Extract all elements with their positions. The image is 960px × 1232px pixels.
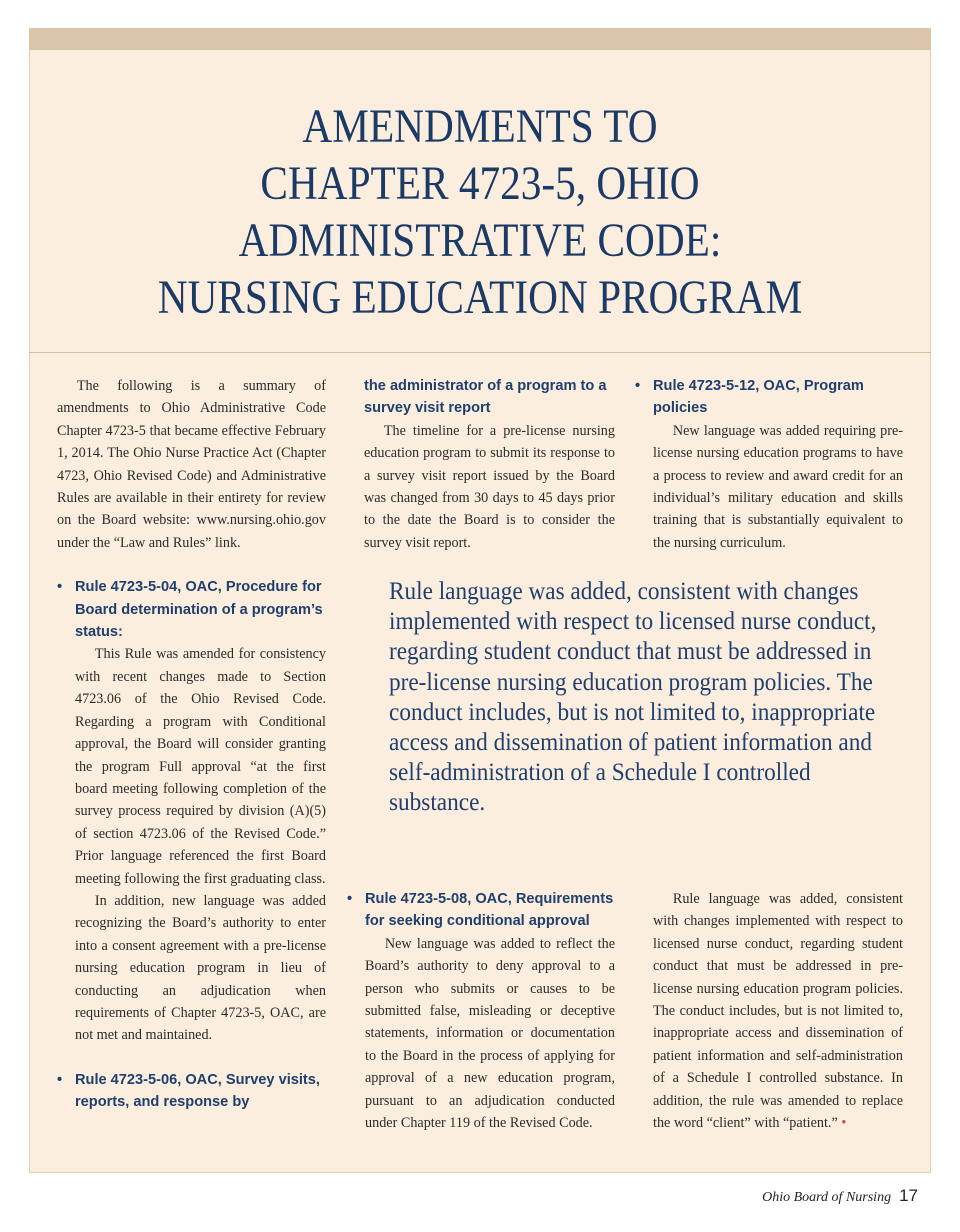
title-line: ADMINISTRATIVE CODE: [238,214,722,267]
page-title [92,98,868,326]
title-divider [29,352,931,353]
end-mark-icon: • [841,1115,847,1132]
rule-08-heading: • Rule 4723-5-08, OAC, Requirements for seeking conditional approval [347,888,615,933]
title-line: AMENDMENTS TO [302,100,658,153]
column-left [57,375,326,1114]
publication-name: Ohio Board of Nursing [762,1190,892,1205]
page-number: 17 [899,1186,918,1205]
column-right-top [635,375,903,554]
column-right-bottom [653,888,903,1134]
rule-04-paragraph: In addition, new language was added recognizing the Board’s authority to enter into a consent agreement with a pre-license nursing education program in lieu of conducting an adjudication when requirements of Chapter 4723-5, OAC, are not met and maintained. [75,892,326,1044]
rule-12-heading: • Rule 4723-5-12, OAC, Program policies [635,375,903,420]
intro-paragraph: The following is a summary of amendments to Ohio Administrative Code Chapter 4723-5 that became effective February 1, 2014. The Ohio Nurse Practice Act (Chapter 4723, Ohio Revised Code) and Administrative Rules are available in their entirety for review on the Board website: www.nursing.ohio.gov under the “Law and Rules” link. [57,378,326,551]
column-middle-top [364,375,615,554]
bullet-icon: • [635,378,641,394]
bullet-icon: • [347,891,353,907]
bullet-icon: • [57,579,63,596]
bullet-icon: • [57,1071,63,1088]
rule-04-paragraph: This Rule was amended for consistency with recent changes made to Section 4723.06 of the Ohio Revised Code. Regarding a program with Conditional approval, the Board will consider granting the program Full approval “at the first board meeting following completion of the survey process required by division (A)(5) of section 4723.06 of the Revised Code.” Prior language referenced the first Board meeting following the first graduating class. [75,646,326,887]
rule-04-heading: • Rule 4723-5-04, OAC, Procedure for Board determination of a program’s status: [57,576,326,643]
title-line: NURSING EDUCATION PROGRAM [157,271,803,324]
rule-12-paragraph: New language was added requiring pre-license nursing education programs to have a process to review and award credit for an individual’s military education and skills training that is substantially equivalent to the nursing curriculum. [653,422,903,551]
page-footer [762,1186,918,1206]
rule-12-continued-paragraph: Rule language was added, consistent with changes implemented with respect to licensed nurse conduct, regarding student conduct that must be addressed in pre-license nursing education program policies. The conduct includes, but is not limited to, inappropriate access and dissemination of patient information and self-administration of a Schedule I controlled substance. In addition, the rule was amended to replace the word “client” with “patient.” • [653,891,903,1132]
rule-06-heading: • Rule 4723-5-06, OAC, Survey visits, reports, and response by [57,1069,326,1114]
pull-quote: Rule language was added, consistent with changes implemented with respect to licensed nurse conduct, regarding student conduct that must be addressed in pre-license nursing education program policies. The conduct includes, but is not limited to, inappropriate access and dissemination of patient information and self-administration of a Schedule I controlled substance. [389,578,877,817]
column-middle-bottom [347,888,615,1134]
title-line: CHAPTER 4723-5, OHIO [260,157,700,210]
rule-06-paragraph: The timeline for a pre-license nursing education program to submit its response to a survey visit report issued by the Board was changed from 30 days to 45 days prior to the date the Board is to consider the survey visit report. [364,422,615,551]
top-band [29,28,931,50]
rule-08-paragraph: New language was added to reflect the Board’s authority to deny approval to a person who submits or causes to be submitted false, misleading or deceptive statements, information or documentation to the Board in the process of applying for approval of a new education program, pursuant to an adjudication conducted under Chapter 119 of the Revised Code. [365,935,615,1132]
rule-06-heading-continued: the administrator of a program to a survey visit report [364,378,607,417]
